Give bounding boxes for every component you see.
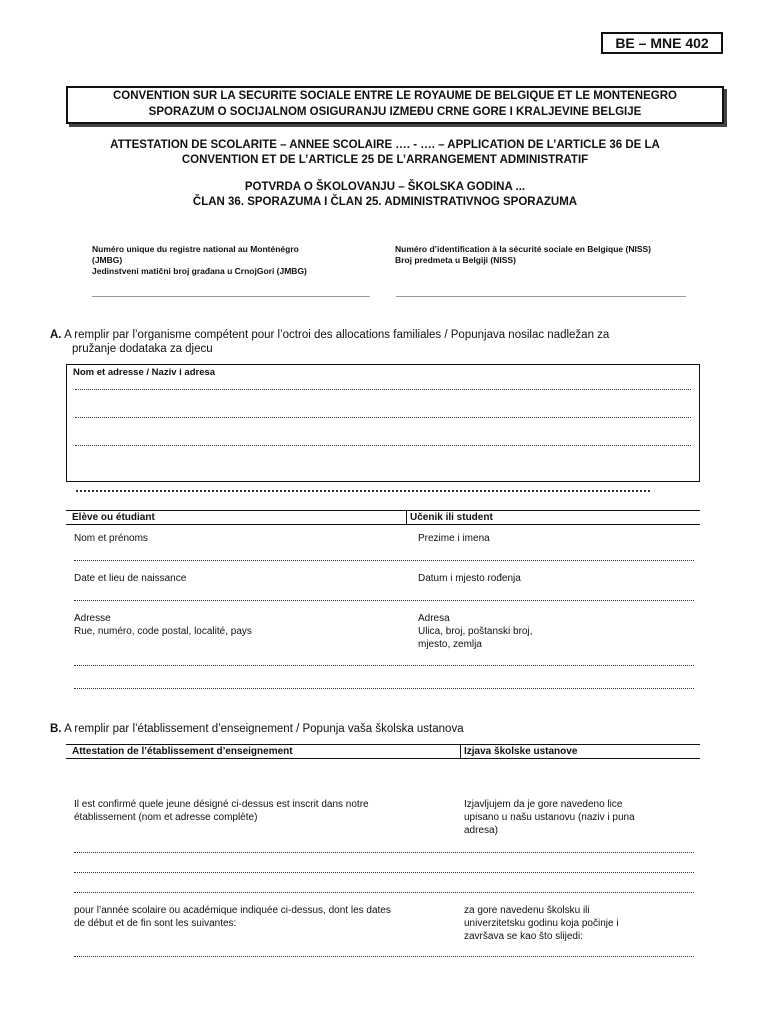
school-name-line-1[interactable] [74,852,694,853]
birth-field[interactable] [74,600,694,601]
student-address-line-1[interactable] [74,665,694,666]
confirm-text-fr-line1: Il est confirmé quele jeune désigné ci-dessus est inscrit dans notre [74,799,369,810]
jmbg-label-line1: Numéro unique du registre national au Monténégro [92,244,299,254]
organisme-address-box[interactable] [66,364,700,482]
address-label-fr [74,612,252,638]
confirm-text-fr [74,798,444,824]
birth-label-fr: Date et lieu de naissance [74,573,187,584]
address-label-fr-line2: Rue, numéro, code postal, localité, pays [74,626,252,637]
organisme-address-label: Nom et adresse / Naziv i adresa [73,367,216,378]
section-a-letter: A. [50,329,62,341]
jmbg-field[interactable] [92,296,370,297]
address-label-fr-line1: Adresse [74,613,111,624]
school-header-me: Izjava školske ustanove [464,746,578,757]
confirm-text-fr-line2: établissement (nom et adresse complète) [74,812,258,823]
jmbg-label-line3: Jedinstveni matični broj građana u CrnojGori (JMBG) [92,266,307,276]
year-text-me-line3: završava se kao što slijedi: [464,931,583,942]
address-line-3[interactable] [75,445,691,446]
student-header-fr: Elève ou étudiant [72,512,155,523]
niss-label-line2: Broj predmeta u Belgiji (NISS) [395,255,516,265]
address-label-me [418,612,533,651]
separator-dotted [76,490,650,492]
year-text-fr-line1: pour l’année scolaire ou académique indiquée ci-dessus, dont les dates [74,905,391,916]
year-text-me-line1: za gore navedenu školsku ili [464,905,590,916]
confirm-text-me-line1: Izjavljujem da je gore navedeno lice [464,799,623,810]
section-a-heading [50,328,609,342]
address-line-2[interactable] [75,417,691,418]
address-label-me-line1: Adresa [418,613,450,624]
school-name-line-2[interactable] [74,872,694,873]
convention-title-me: SPORAZUM O SOCIJALNOM OSIGURANJU IZMEĐU CRNE GORE I KRALJEVINE BELGIJE [148,106,642,118]
niss-field[interactable] [396,296,686,297]
niss-label-line1: Numéro d’identification à la sécurité sociale en Belgique (NISS) [395,244,652,254]
convention-title-fr: CONVENTION SUR LA SECURITE SOCIALE ENTRE LE ROYAUME DE BELGIQUE ET LE MONTENEGRO [113,90,677,102]
school-header-fr: Attestation de l’établissement d’enseignement [72,746,293,757]
convention-title-box [66,86,724,124]
section-b-title: A remplir par l’établissement d’enseignement / Popunja vaša školska ustanova [64,723,464,735]
section-b-letter: B. [50,723,62,735]
confirm-text-me-line3: adresa) [464,825,498,836]
address-label-me-line3: mjesto, zemlja [418,639,482,650]
school-year-dates-field[interactable] [74,956,694,957]
year-text-fr-line2: de début et de fin sont les suivantes: [74,918,237,929]
name-label-me: Prezime i imena [418,533,490,544]
form-code: BE – MNE 402 [601,32,723,54]
student-header [66,510,700,525]
section-a-line2: pružanje dodataka za djecu [72,343,213,355]
attestation-heading-line2: CONVENTION ET DE L’ARTICLE 25 DE L’ARRANGEMENT ADMINISTRATIF [181,154,589,166]
potvrda-heading-line1: POTVRDA O ŠKOLOVANJU – ŠKOLSKA GODINA ... [244,181,526,193]
niss-label [395,244,725,266]
potvrda-heading-line2: ČLAN 36. SPORAZUMA I ČLAN 25. ADMINISTRATIVNOG SPORAZUMA [192,196,578,208]
jmbg-label-line2: (JMBG) [92,255,123,265]
confirm-text-me [464,798,694,837]
year-text-me [464,904,694,943]
name-label-fr: Nom et prénoms [74,533,148,544]
year-text-fr [74,904,454,930]
year-text-me-line2: univerzitetsku godinu koja počinje i [464,918,619,929]
student-header-me: Učenik ili student [410,512,493,523]
name-field[interactable] [74,560,694,561]
address-label-me-line2: Ulica, broj, poštanski broj, [418,626,533,637]
birth-label-me: Datum i mjesto rođenja [418,573,521,584]
school-name-line-3[interactable] [74,892,694,893]
school-header [66,744,700,759]
jmbg-label [92,244,382,277]
section-b-heading [50,722,464,736]
student-address-line-2[interactable] [74,688,694,689]
confirm-text-me-line2: upisano u našu ustanovu (naziv i puna [464,812,635,823]
potvrda-heading [0,180,770,210]
address-line-1[interactable] [75,389,691,390]
attestation-heading-line1: ATTESTATION DE SCOLARITE – ANNEE SCOLAIRE …. - …. – APPLICATION DE L’ARTICLE 36 DE LA [110,139,660,151]
attestation-heading [0,138,770,168]
section-a-line1: A remplir par l’organisme compétent pour l’octroi des allocations familiales / Popunjava nosilac nadležan za [64,329,610,341]
